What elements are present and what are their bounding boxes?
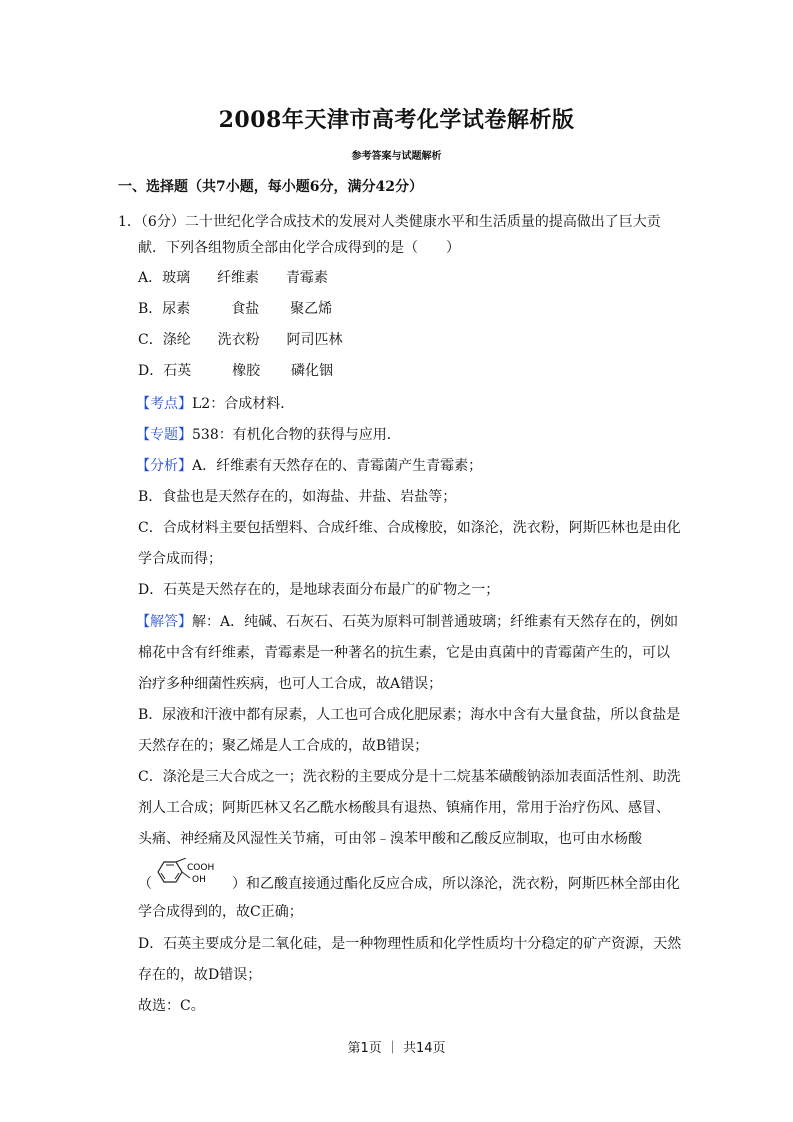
zhuanti-text: 538：有机化合物的获得与应用． [192,427,401,443]
fenxi-text-c1: C．合成材料主要包括塑料、合成纤维、合成橡胶，如涤沦，洗衣粉，阿斯匹林也是由化 [138,520,681,536]
kaodian-tag: 【考点】 [136,396,192,412]
option-b-item2: 食盐 [231,301,260,317]
zhuanti-line [136,425,401,445]
zhuanti-tag: 【专题】 [136,427,192,443]
jieda-first: 解：A．纯碱、石灰石、石英为原料可制普通玻璃；纤维素有天然存在的，例如 [192,614,679,630]
option-c-label: C．涤纶 [138,332,191,348]
fenxi-text-a: A．纤维素有天然存在的、青霉菌产生青霉素； [192,458,483,474]
fenxi-tag: 【分析】 [136,458,192,474]
option-a-item3: 青霉素 [285,270,328,286]
jieda-text: 棉花中含有纤维素，青霉素是一种著名的抗生素，它是由真菌中的青霉菌产生的，可以 [138,645,670,661]
page-footer: 第1页 ｜ 共14页 [347,1041,446,1056]
fenxi-line [136,456,482,476]
option-d [138,361,333,381]
option-b-label: B．尿素 [138,301,191,317]
jieda-text: 天然存在的；聚乙烯是人工合成的，故B错误； [138,738,429,754]
salicylic-acid-structure [150,858,230,896]
jieda-tail: 故选：C。 [138,998,205,1014]
option-c-item3: 阿司匹林 [286,332,343,348]
question-stem-line1: 1．（6分）二十世纪化学合成技术的发展对人类健康水平和生活质量的提高做出了巨大贡 [118,214,661,230]
option-b-item3: 聚乙烯 [290,301,333,317]
page-subtitle: 参考答案与试题解析 [351,151,442,162]
option-a-item2: 纤维素 [217,270,260,286]
option-d-item3: 磷化铟 [291,363,334,379]
struct-oh-label: OH [192,875,206,885]
option-b [138,299,332,319]
jieda-text: 头痛、神经痛及风湿性关节痛，可由邻﹣溴苯甲酸和乙酸反应制取，也可由水杨酸 [138,831,642,847]
struct-after-text: ）和乙酸直接通过酯化反应合成，所以涤沦，洗衣粉，阿斯匹林全部由化 [232,876,680,892]
option-c-item2: 洗衣粉 [217,332,260,348]
fenxi-text-d: D．石英是天然存在的，是地球表面分布最广的矿物之一； [138,582,500,598]
option-a [138,268,328,288]
kaodian-text: L2：合成材料． [192,396,295,412]
jieda-text: C．涤沦是三大合成之一；洗衣粉的主要成分是十二烷基苯磺酸钠添加表面活性剂、助洗 [138,769,681,785]
page-title: 2008年天津市高考化学试卷解析版 [218,107,575,133]
fenxi-text-c2: 学合成而得； [138,551,222,567]
jieda-text: B．尿液和汗液中都有尿素，人工也可合成化肥尿素；海水中含有大量食盐，所以食盐是 [138,707,681,723]
question-stem-line2: 献．下列各组物质全部由化学合成得到的是（ ） [138,240,460,256]
section-heading: 一、选择题（共7小题，每小题6分，满分42分） [118,179,423,195]
jieda-text: 剂人工合成；阿斯匹林又名乙酰水杨酸具有退热、镇痛作用，常用于治疗伤风、感冒、 [138,800,670,816]
option-a-label: A．玻璃 [138,270,191,286]
jieda-tag: 【解答】 [136,614,192,630]
option-c [138,330,343,350]
jieda-line [136,612,678,632]
option-d-label: D．石英 [138,363,192,379]
jieda-tail: 存在的，故D错误； [138,967,262,983]
struct-cooh-label: COOH [187,863,215,873]
kaodian-line [136,394,294,414]
struct-open-paren: （ [138,876,152,892]
fenxi-text-b: B．食盐也是天然存在的，如海盐、井盐、岩盐等； [138,489,457,505]
jieda-text: 治疗多种细菌性疾病，也可人工合成，故A错误； [138,676,443,692]
jieda-tail: 学合成得到的，故C正确； [138,904,303,920]
option-d-item2: 橡胶 [232,363,261,379]
jieda-tail: D．石英主要成分是二氧化硅，是一种物理性质和化学性质均十分稳定的矿产资源，天然 [138,936,682,952]
